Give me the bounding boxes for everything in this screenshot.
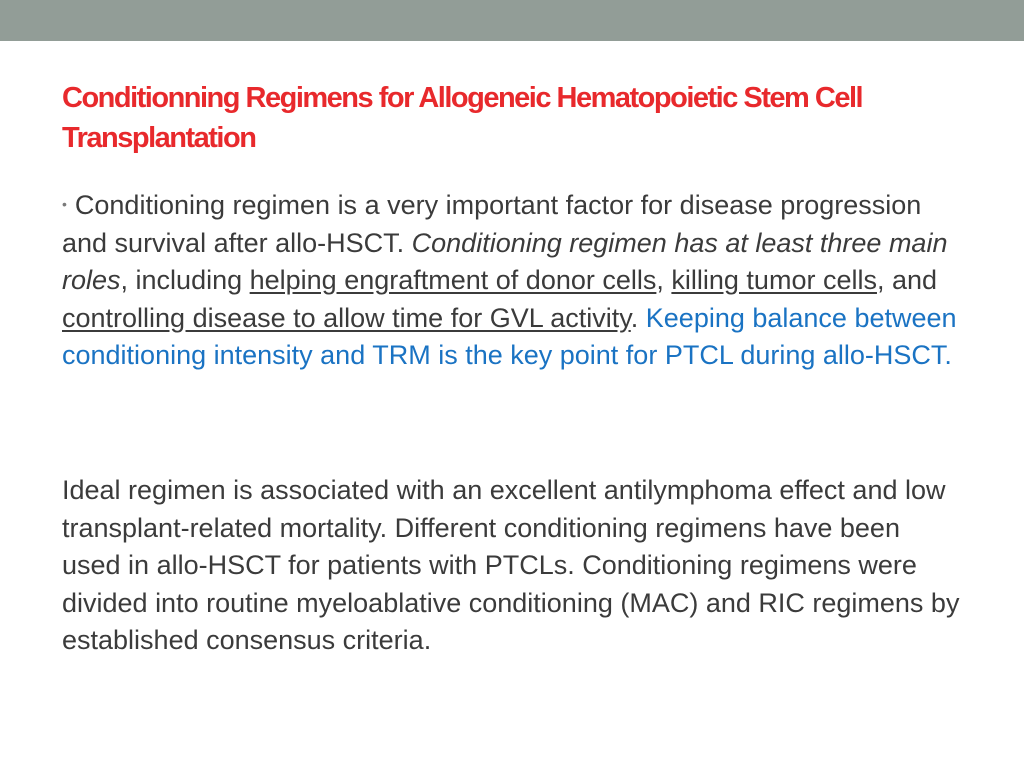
paragraph-conditioning-roles <box>62 186 962 375</box>
bullet-icon: • <box>62 196 67 212</box>
role-killing-tumor: killing tumor cells <box>671 265 877 295</box>
italic-roles-phrase: Conditioning regimen has at least three main roles <box>62 227 948 295</box>
role-engraftment: helping engraftment of donor cells <box>249 265 657 295</box>
role-controlling-disease: controlling disease to allow time for GVL activity <box>62 302 631 333</box>
separator-text: , <box>656 265 672 295</box>
including-text: , including <box>120 265 250 295</box>
separator-text: , and <box>876 265 938 295</box>
period-text: . <box>630 302 639 333</box>
slide-title: Conditionning Regimens for Allogeneic Hematopoietic Stem Cell Transplantation <box>62 82 863 154</box>
paragraph-ideal-regimen: Ideal regimen is associated with an excellent antilymphoma effect and low transplant-related mortality. Different conditioning regimens have been used in allo-HSCT for patients with PTCLs. Conditioning regimens were divided into routine myeloablative conditioning (MAC) and RIC regimens by established consensus criteria. <box>62 475 960 655</box>
header-bar <box>0 0 1024 41</box>
intro-text: Conditioning regimen is a very important factor for disease progression and survival after allo-HSCT. <box>62 190 922 258</box>
highlight-text: Keeping balance between conditioning intensity and TRM is the key point for PTCL during allo-HSCT. <box>62 302 957 370</box>
